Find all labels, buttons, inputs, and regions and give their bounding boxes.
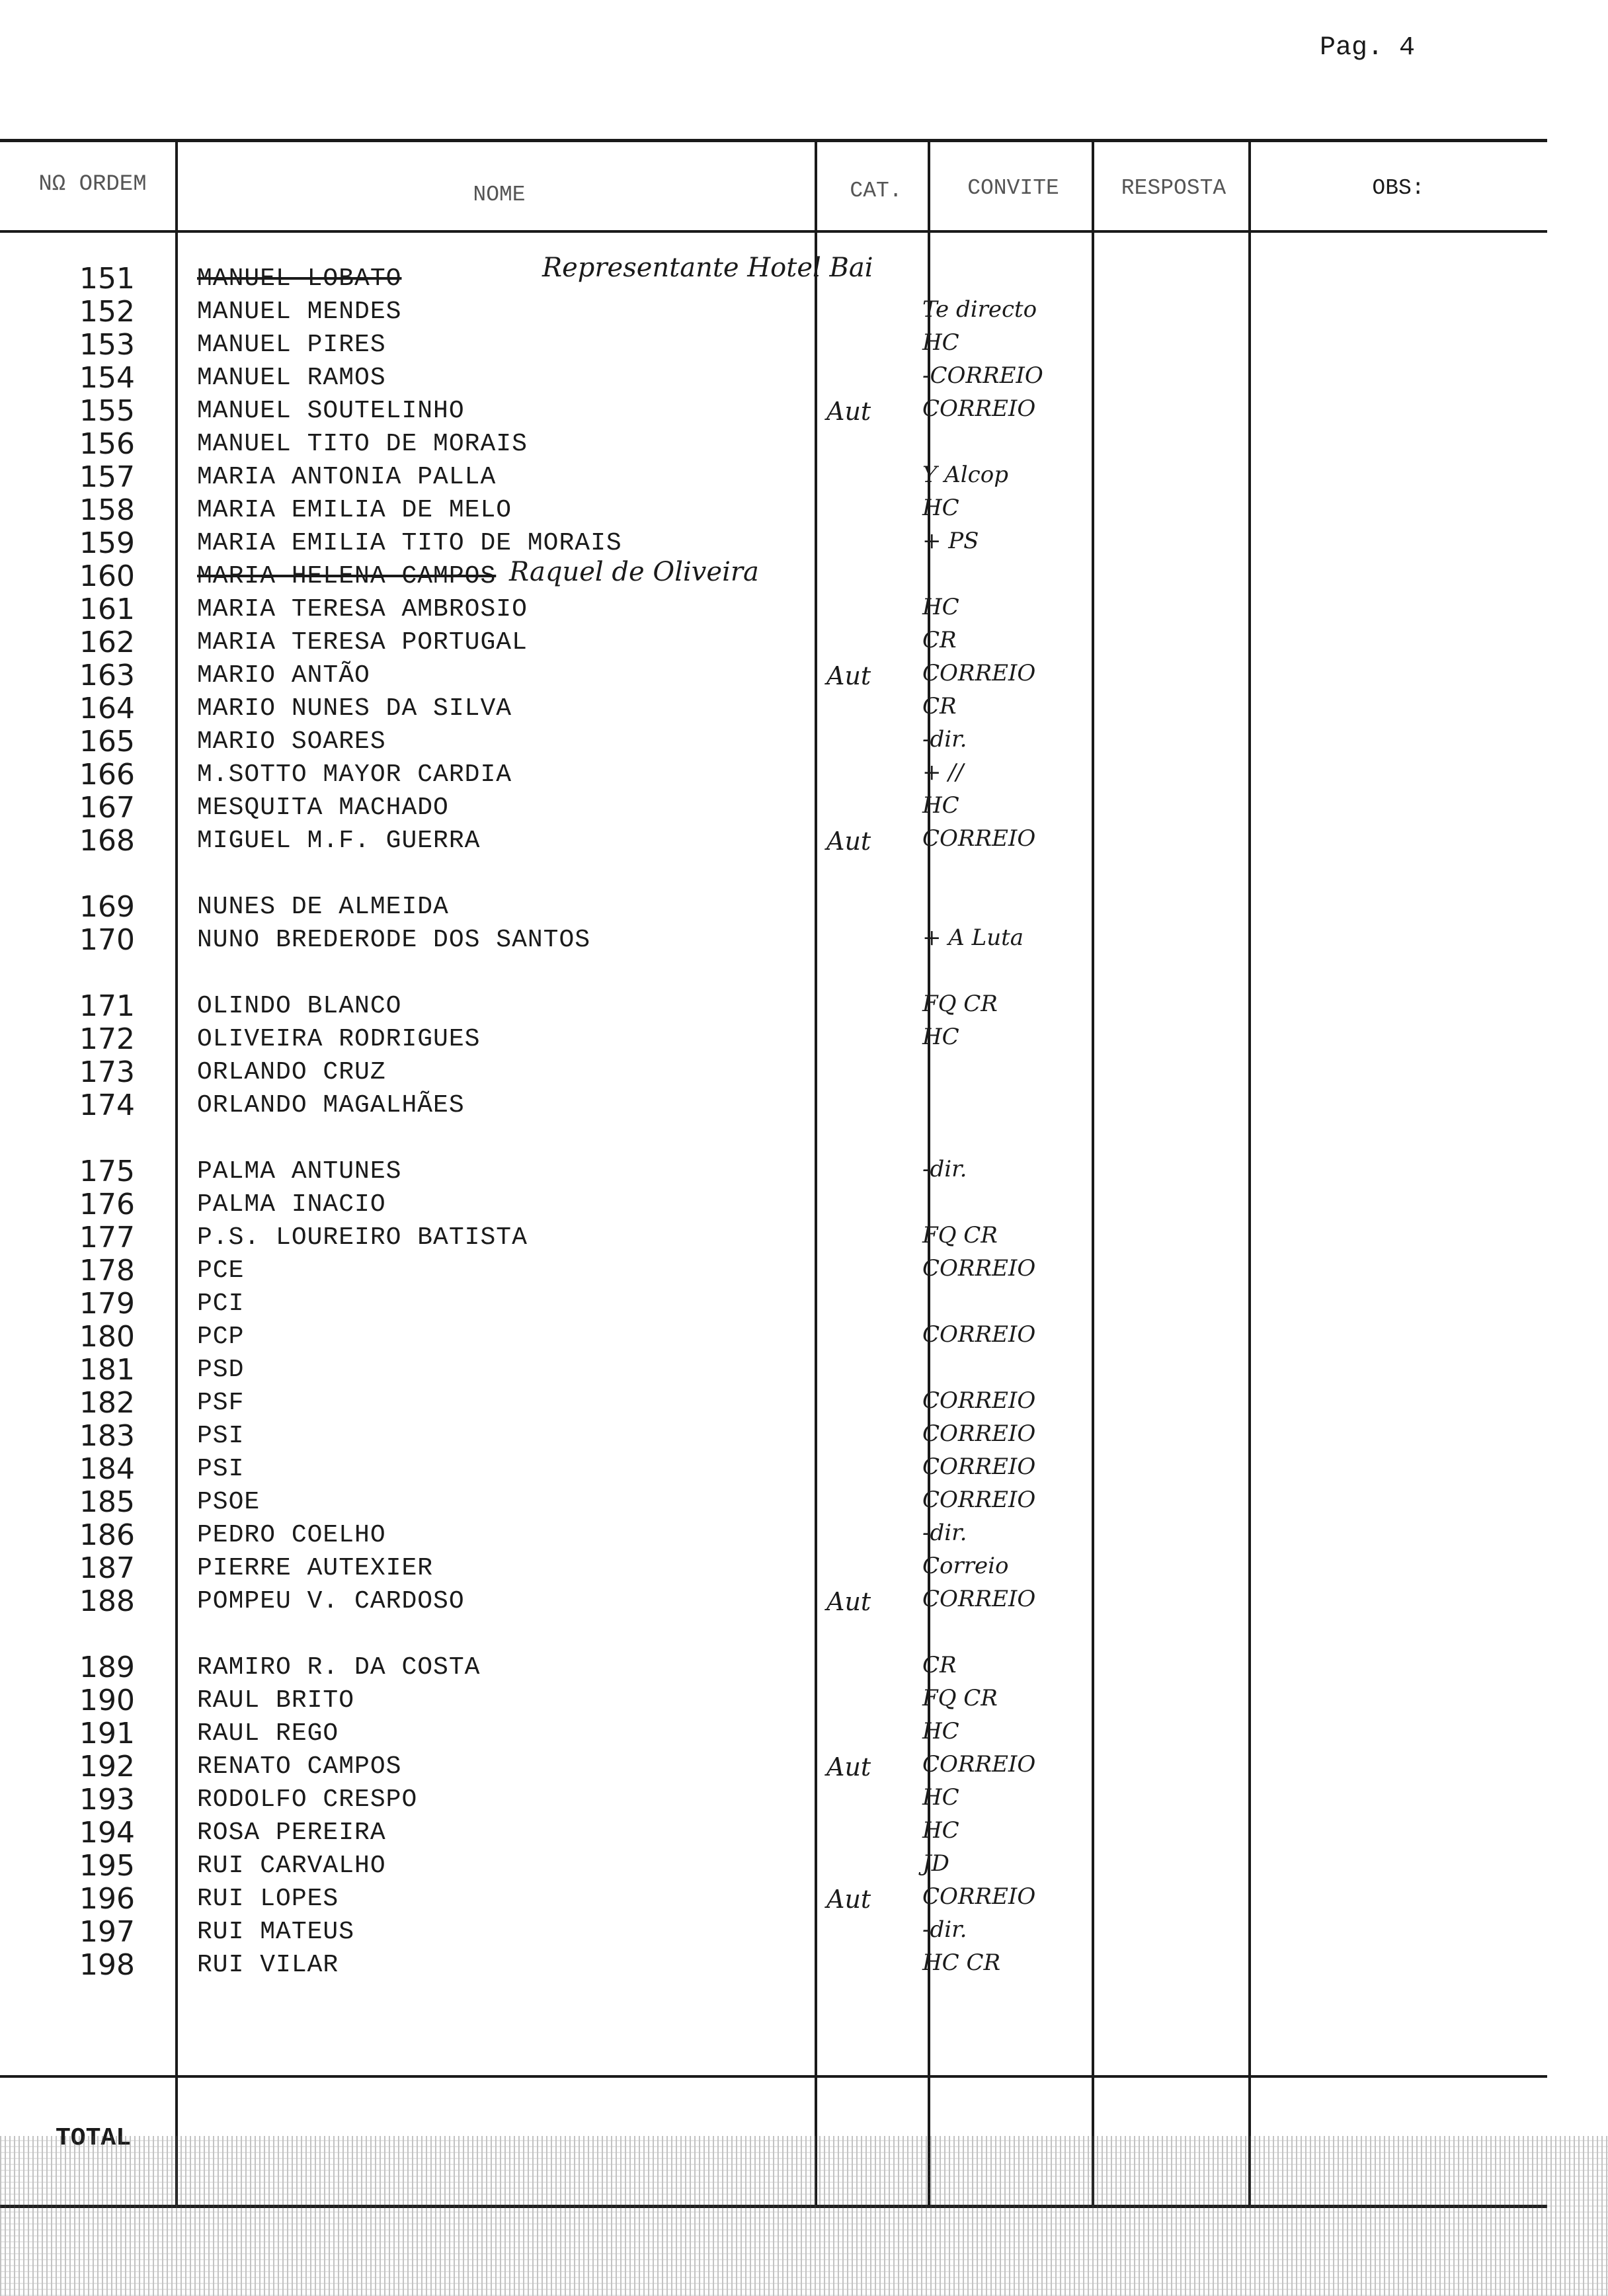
row-convite: HC bbox=[922, 792, 959, 819]
table-row bbox=[0, 493, 1547, 529]
header-resposta: RESPOSTA bbox=[1121, 176, 1226, 200]
row-convite: CORREIO bbox=[922, 1751, 1036, 1778]
row-convite: CORREIO bbox=[922, 825, 1036, 852]
table-row bbox=[0, 557, 1547, 595]
row-convite: -dir. bbox=[922, 1520, 967, 1546]
row-convite: HC bbox=[922, 495, 959, 521]
row-number: 191 bbox=[79, 1717, 135, 1750]
row-number: 192 bbox=[79, 1750, 135, 1784]
row-name: PSOE bbox=[197, 1488, 261, 1516]
row-name: RAUL REGO bbox=[197, 1719, 339, 1748]
row-name: RUI MATEUS bbox=[197, 1918, 355, 1946]
row-name: MANUEL TITO DE MORAIS bbox=[197, 430, 528, 458]
row-number: 178 bbox=[79, 1254, 135, 1288]
table-row bbox=[0, 890, 1547, 926]
header-bottom-border bbox=[0, 230, 1547, 233]
row-number: 160 bbox=[79, 559, 135, 593]
row-number: 185 bbox=[79, 1485, 135, 1519]
row-number: 182 bbox=[79, 1386, 135, 1420]
table-row bbox=[0, 989, 1547, 1025]
row-number: 158 bbox=[79, 493, 135, 527]
row-name: MARIA ANTONIA PALLA bbox=[197, 463, 497, 491]
table-row bbox=[0, 791, 1547, 827]
header-cat: CAT. bbox=[850, 179, 903, 203]
row-convite: CORREIO bbox=[922, 395, 1036, 422]
table-row bbox=[0, 1882, 1547, 1918]
table-row bbox=[0, 526, 1547, 562]
row-convite: FQ CR bbox=[922, 991, 998, 1017]
table-row bbox=[0, 661, 1547, 694]
table-row bbox=[0, 1849, 1547, 1885]
table-row bbox=[0, 694, 1547, 727]
row-name: POMPEU V. CARDOSO bbox=[197, 1587, 465, 1616]
row-name: ROSA PEREIRA bbox=[197, 1819, 386, 1847]
row-convite: Te directo bbox=[922, 296, 1037, 323]
row-convite: + // bbox=[922, 759, 964, 786]
row-number: 152 bbox=[79, 295, 135, 329]
row-number: 197 bbox=[79, 1915, 135, 1949]
row-number: 151 bbox=[79, 262, 135, 296]
row-convite: HC CR bbox=[922, 1949, 1001, 1976]
table-row bbox=[0, 727, 1547, 760]
table-row bbox=[0, 824, 1547, 860]
row-number: 181 bbox=[79, 1353, 135, 1387]
row-name: RODOLFO CRESPO bbox=[197, 1785, 418, 1814]
table-row bbox=[0, 1816, 1547, 1852]
table-row bbox=[0, 1287, 1547, 1323]
row-convite: + A Luta bbox=[922, 924, 1024, 951]
row-cat: Aut bbox=[826, 827, 871, 856]
table-row bbox=[0, 1320, 1547, 1356]
row-name: PCP bbox=[197, 1323, 245, 1351]
table-row bbox=[0, 1419, 1547, 1455]
table-row bbox=[0, 1353, 1547, 1389]
row-convite: CORREIO bbox=[922, 660, 1036, 686]
table-row bbox=[0, 427, 1547, 463]
row-number: 176 bbox=[79, 1188, 135, 1221]
row-name: M.SOTTO MAYOR CARDIA bbox=[197, 760, 512, 789]
table-row bbox=[0, 1223, 1547, 1256]
row-convite: CORREIO bbox=[922, 1255, 1036, 1282]
row-cat: Aut bbox=[826, 1752, 871, 1782]
row-number: 165 bbox=[79, 725, 135, 758]
row-name: MARIA TERESA PORTUGAL bbox=[197, 628, 528, 657]
table-row bbox=[0, 595, 1547, 628]
row-name: MARIO NUNES DA SILVA bbox=[197, 694, 512, 723]
row-convite: CR bbox=[922, 627, 957, 653]
row-convite: CR bbox=[922, 1652, 957, 1678]
row-number: 155 bbox=[79, 394, 135, 428]
table-row bbox=[0, 923, 1547, 959]
row-convite: Correio bbox=[922, 1553, 1009, 1579]
row-number: 156 bbox=[79, 427, 135, 461]
table-row bbox=[0, 328, 1547, 364]
row-name: RUI VILAR bbox=[197, 1951, 339, 1979]
table-row bbox=[0, 1948, 1547, 1984]
row-number: 167 bbox=[79, 791, 135, 825]
row-convite: CORREIO bbox=[922, 1454, 1036, 1480]
row-number: 172 bbox=[79, 1022, 135, 1056]
table-row bbox=[0, 460, 1547, 496]
row-number: 186 bbox=[79, 1518, 135, 1552]
row-convite: JD bbox=[922, 1850, 949, 1877]
row-convite: HC bbox=[922, 1024, 959, 1050]
row-number: 193 bbox=[79, 1783, 135, 1817]
row-convite: HC bbox=[922, 1784, 959, 1811]
row-name: MARIA HELENA CAMPOS bbox=[197, 562, 497, 591]
row-name: ORLANDO CRUZ bbox=[197, 1058, 386, 1086]
row-number: 177 bbox=[79, 1221, 135, 1254]
table-row bbox=[0, 1915, 1547, 1951]
header-nome: NOME bbox=[473, 183, 526, 207]
row-convite: HC bbox=[922, 594, 959, 620]
header-obs: OBS: bbox=[1372, 176, 1425, 200]
header-convite: CONVITE bbox=[967, 176, 1059, 200]
row-convite: FQ CR bbox=[922, 1222, 998, 1249]
row-number: 198 bbox=[79, 1948, 135, 1982]
row-number: 168 bbox=[79, 824, 135, 858]
row-number: 164 bbox=[79, 692, 135, 725]
row-name: PSD bbox=[197, 1356, 245, 1384]
row-number: 194 bbox=[79, 1816, 135, 1850]
row-name: OLINDO BLANCO bbox=[197, 992, 402, 1020]
row-convite: HC bbox=[922, 1817, 959, 1844]
table-row bbox=[0, 1088, 1547, 1124]
table-row bbox=[0, 253, 1547, 298]
table-row bbox=[0, 1157, 1547, 1190]
row-number: 171 bbox=[79, 989, 135, 1023]
table-row bbox=[0, 1485, 1547, 1521]
table-row bbox=[0, 628, 1547, 661]
table-row bbox=[0, 1190, 1547, 1223]
row-convite: HC bbox=[922, 329, 959, 356]
row-number: 175 bbox=[79, 1155, 135, 1188]
table-row bbox=[0, 1785, 1547, 1819]
table-row bbox=[0, 1452, 1547, 1488]
row-number: 163 bbox=[79, 659, 135, 692]
row-number: 179 bbox=[79, 1287, 135, 1321]
row-name: OLIVEIRA RODRIGUES bbox=[197, 1025, 481, 1053]
row-convite: CORREIO bbox=[922, 1487, 1036, 1513]
row-number: 196 bbox=[79, 1882, 135, 1916]
row-name: MANUEL RAMOS bbox=[197, 364, 386, 392]
row-number: 153 bbox=[79, 328, 135, 362]
row-name: PCI bbox=[197, 1290, 245, 1318]
row-name: NUNES DE ALMEIDA bbox=[197, 893, 449, 921]
row-cat: Aut bbox=[826, 397, 871, 426]
row-number: 188 bbox=[79, 1584, 135, 1618]
row-name: PSI bbox=[197, 1422, 245, 1450]
handwritten-annotation: Representante Hotel Bai bbox=[542, 253, 873, 283]
row-number: 195 bbox=[79, 1849, 135, 1883]
row-cat: Aut bbox=[826, 661, 871, 690]
row-name: MARIA EMILIA TITO DE MORAIS bbox=[197, 529, 622, 557]
row-number: 187 bbox=[79, 1551, 135, 1585]
table-row bbox=[0, 1551, 1547, 1587]
row-number: 169 bbox=[79, 890, 135, 924]
row-number: 162 bbox=[79, 626, 135, 659]
row-name: RAMIRO R. DA COSTA bbox=[197, 1653, 481, 1682]
row-convite: -dir. bbox=[922, 1156, 967, 1182]
row-number: 180 bbox=[79, 1320, 135, 1354]
row-name: MIGUEL M.F. GUERRA bbox=[197, 827, 481, 855]
row-name: RUI CARVALHO bbox=[197, 1852, 386, 1880]
row-convite: -dir. bbox=[922, 1916, 967, 1943]
row-name: NUNO BREDERODE DOS SANTOS bbox=[197, 926, 591, 954]
row-name: MESQUITA MACHADO bbox=[197, 794, 449, 822]
table-row bbox=[0, 1719, 1547, 1752]
table-row bbox=[0, 1055, 1547, 1091]
row-convite: HC bbox=[922, 1718, 959, 1744]
row-name: RENATO CAMPOS bbox=[197, 1752, 402, 1781]
row-name: MARIA TERESA AMBROSIO bbox=[197, 595, 528, 624]
row-convite: CORREIO bbox=[922, 1883, 1036, 1910]
row-name: RAUL BRITO bbox=[197, 1686, 355, 1715]
table-row bbox=[0, 1584, 1547, 1620]
row-convite: Y Alcop bbox=[922, 462, 1008, 488]
row-convite: -dir. bbox=[922, 726, 967, 753]
table-row bbox=[0, 1752, 1547, 1785]
row-convite: CORREIO bbox=[922, 1420, 1036, 1447]
row-convite: -CORREIO bbox=[922, 362, 1043, 389]
header-ordem: NΩ ORDEM bbox=[38, 172, 147, 197]
row-convite: CORREIO bbox=[922, 1387, 1036, 1414]
row-cat: Aut bbox=[826, 1587, 871, 1616]
row-name: PSF bbox=[197, 1389, 245, 1417]
row-name: MANUEL SOUTELINHO bbox=[197, 397, 465, 425]
page-number: Pag. 4 bbox=[1320, 33, 1416, 63]
row-number: 166 bbox=[79, 758, 135, 792]
table-row bbox=[0, 760, 1547, 794]
row-number: 174 bbox=[79, 1088, 135, 1122]
row-name: MANUEL PIRES bbox=[197, 331, 386, 359]
row-convite: + PS bbox=[922, 528, 979, 554]
row-name: MARIO SOARES bbox=[197, 727, 386, 756]
row-number: 184 bbox=[79, 1452, 135, 1486]
row-name: PSI bbox=[197, 1455, 245, 1483]
row-name: PIERRE AUTEXIER bbox=[197, 1554, 434, 1582]
table-row bbox=[0, 1386, 1547, 1422]
row-name: MANUEL LOBATO bbox=[197, 265, 402, 293]
row-number: 161 bbox=[79, 593, 135, 626]
row-name: PALMA INACIO bbox=[197, 1190, 386, 1219]
row-number: 157 bbox=[79, 460, 135, 494]
row-number: 159 bbox=[79, 526, 135, 560]
row-convite: FQ CR bbox=[922, 1685, 998, 1711]
table-row bbox=[0, 1022, 1547, 1058]
table-row bbox=[0, 1256, 1547, 1290]
row-name: RUI LOPES bbox=[197, 1885, 339, 1913]
row-number: 189 bbox=[79, 1651, 135, 1684]
row-name: MARIO ANTÃO bbox=[197, 661, 370, 690]
row-convite: CORREIO bbox=[922, 1586, 1036, 1612]
row-cat: Aut bbox=[826, 1885, 871, 1914]
row-number: 173 bbox=[79, 1055, 135, 1089]
row-name: PEDRO COELHO bbox=[197, 1521, 386, 1549]
row-number: 154 bbox=[79, 361, 135, 395]
table-top-border bbox=[0, 139, 1547, 142]
row-number: 190 bbox=[79, 1684, 135, 1717]
row-name: PCE bbox=[197, 1256, 245, 1285]
table-row bbox=[0, 1653, 1547, 1686]
table-row bbox=[0, 394, 1547, 430]
row-number: 183 bbox=[79, 1419, 135, 1453]
row-name: ORLANDO MAGALHÃES bbox=[197, 1091, 465, 1120]
total-label: TOTAL bbox=[56, 2124, 132, 2152]
table-row bbox=[0, 295, 1547, 331]
scan-noise bbox=[0, 2136, 1608, 2296]
row-convite: CR bbox=[922, 693, 957, 719]
row-convite: CORREIO bbox=[922, 1321, 1036, 1348]
handwritten-annotation: Raquel de Oliveira bbox=[509, 557, 759, 587]
table-row bbox=[0, 1686, 1547, 1719]
row-name: P.S. LOUREIRO BATISTA bbox=[197, 1223, 528, 1252]
total-top-border bbox=[0, 2075, 1547, 2078]
row-name: MANUEL MENDES bbox=[197, 298, 402, 326]
row-name: MARIA EMILIA DE MELO bbox=[197, 496, 512, 524]
row-number: 170 bbox=[79, 923, 135, 957]
table-row bbox=[0, 1518, 1547, 1554]
table-row bbox=[0, 361, 1547, 397]
row-name: PALMA ANTUNES bbox=[197, 1157, 402, 1186]
